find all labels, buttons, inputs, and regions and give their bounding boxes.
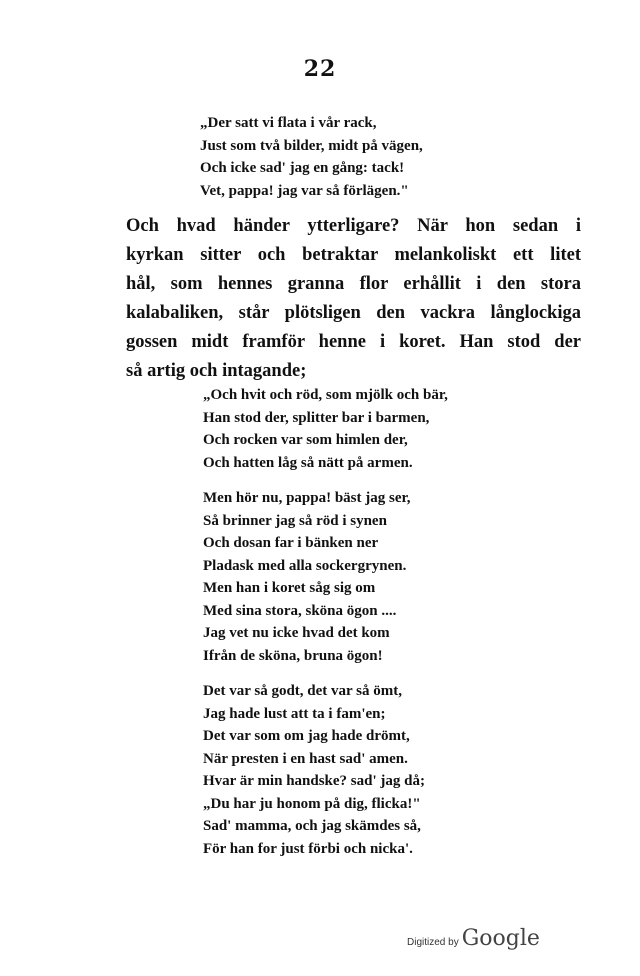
verse-line: Jag hade lust att ta i fam'en; <box>203 705 386 722</box>
verse-line: Pladask med alla sockergrynen. <box>203 557 407 574</box>
verse-line: Sad' mamma, och jag skämdes så, <box>203 818 421 834</box>
verse-line: „Du har ju honom på dig, flicka!" <box>203 795 421 812</box>
verse-line: Vet, pappa! jag var så förlägen." <box>200 182 409 199</box>
verse-line: Det var som om jag hade drömt, <box>203 728 410 744</box>
verse-stanza-4 <box>203 680 425 860</box>
verse-line: Och rocken var som himlen der, <box>203 432 408 448</box>
prose-line: gossen midt framför henne i koret. Han stod der <box>126 332 581 352</box>
verse-line: „Der satt vi flata i vår rack, <box>200 115 377 131</box>
verse-line: Ifrån de sköna, bruna ögon! <box>203 647 383 664</box>
prose-paragraph <box>126 212 581 386</box>
verse-stanza-3 <box>203 487 411 667</box>
google-logo: Google <box>461 926 540 951</box>
verse-line: Men hör nu, pappa! bäst jag ser, <box>203 490 411 506</box>
verse-stanza-2 <box>203 384 448 474</box>
prose-line: så artig och intagande; <box>126 361 307 381</box>
verse-line: Så brinner jag så röd i synen <box>203 512 387 529</box>
prose-line: kyrkan sitter och betraktar melankoliskt ett litet <box>126 245 581 265</box>
verse-line: Men han i koret såg sig om <box>203 580 376 596</box>
verse-line: Jag vet nu icke hvad det kom <box>203 625 390 641</box>
watermark-prefix: Digitized by <box>407 937 459 948</box>
prose-line: kalabaliken, står plötsligen den vackra långlockiga <box>126 303 581 323</box>
verse-line: Och dosan far i bänken ner <box>203 535 379 551</box>
digitized-by-google-watermark <box>407 926 540 951</box>
prose-line: Och hvad händer ytterligare? När hon sedan i <box>126 216 581 236</box>
prose-line: hål, som hennes granna flor erhållit i den stora <box>126 274 581 294</box>
verse-line: Det var så godt, det var så ömt, <box>203 683 403 699</box>
verse-line: „Och hvit och röd, som mjölk och bär, <box>203 387 448 403</box>
verse-line: När presten i en hast sad' amen. <box>203 750 408 767</box>
verse-line: Hvar är min handske? sad' jag då; <box>203 773 425 789</box>
verse-stanza-1 <box>200 112 423 202</box>
page-number: 22 <box>303 56 337 82</box>
verse-line: Och icke sad' jag en gång: tack! <box>200 160 405 176</box>
verse-line: Just som två bilder, midt på vägen, <box>200 137 423 154</box>
verse-line: Och hatten låg så nätt på armen. <box>203 454 413 471</box>
verse-line: Med sina stora, sköna ögon .... <box>203 602 397 619</box>
verse-line: Han stod der, splitter bar i barmen, <box>203 409 430 426</box>
verse-line: För han for just förbi och nicka'. <box>203 840 413 857</box>
